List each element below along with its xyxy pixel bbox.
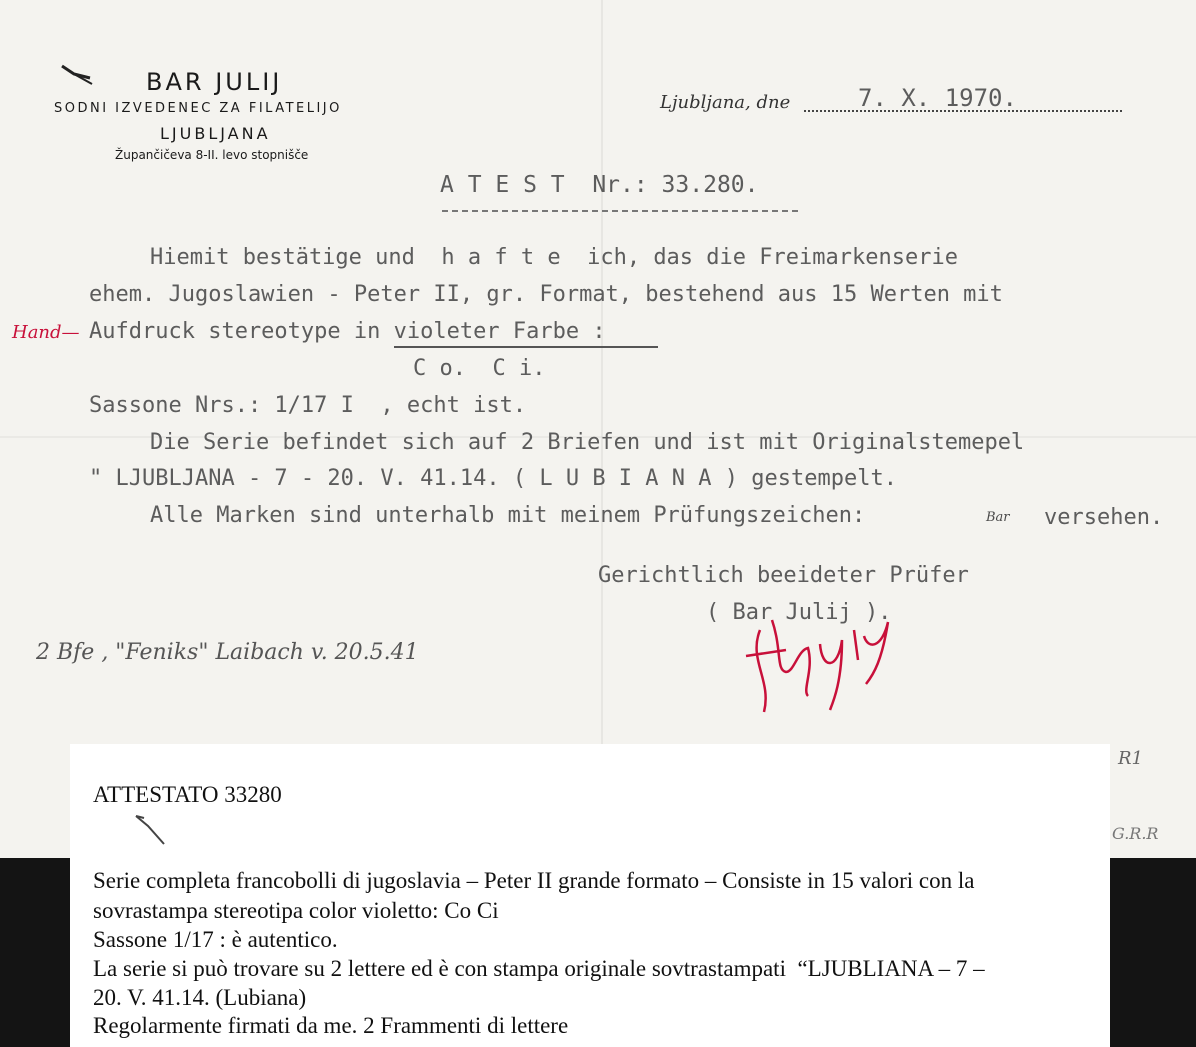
body-line-1: Hiemit bestätige und h a f t e ich, das die Freimarkenserie bbox=[150, 245, 958, 270]
translation-line-6: Regolarmente firmati da me. 2 Frammenti di lettere bbox=[93, 1013, 569, 1038]
body-line-2: ehem. Jugoslawien - Peter II, gr. Format, bestehend aus 15 Werten mit bbox=[89, 282, 1003, 307]
edge-mark-top: R1 bbox=[1118, 748, 1144, 769]
date-prefix: Ljubljana, dne bbox=[660, 92, 791, 113]
body-line-9: versehen. bbox=[1044, 505, 1164, 530]
letterhead-city: LJUBLJANA bbox=[160, 124, 271, 143]
title-underline bbox=[442, 210, 798, 212]
edge-mark-bottom: G.R.R bbox=[1112, 824, 1159, 843]
examiner-title: Gerichtlich beeideter Prüfer bbox=[598, 563, 969, 588]
translation-line-1: Serie completa francobolli di jugoslavia – Peter II grande formato – Consiste in 15 valori con la bbox=[93, 868, 975, 893]
letterhead-address: Župančičeva 8-II. levo stopnišče bbox=[115, 148, 309, 162]
red-signature bbox=[742, 600, 898, 720]
body-line-5: Sassone Nrs.: 1/17 I , echt ist. bbox=[89, 393, 527, 418]
translation-line-3: Sassone 1/17 : è autentico. bbox=[93, 927, 338, 952]
letterhead-name: BAR JULIJ bbox=[146, 68, 283, 96]
tweezers-icon bbox=[134, 812, 168, 846]
body-line-4: C o. C i. bbox=[413, 356, 546, 381]
examiner-mark: Bar bbox=[986, 510, 1010, 525]
body-line-7: " LJUBLJANA - 7 - 20. V. 41.14. ( L U B I A N A ) gestempelt. bbox=[89, 466, 897, 491]
translation-heading: ATTESTATO 33280 bbox=[93, 782, 282, 807]
body-line-8: Alle Marken sind unterhalb mit meinem Prüfungszeichen: bbox=[150, 503, 866, 528]
translation-line-5: 20. V. 41.14. (Lubiana) bbox=[93, 985, 307, 1010]
underline-violet-color bbox=[394, 346, 658, 348]
paper-fold-vertical bbox=[601, 0, 603, 858]
translation-line-2: sovrastampa stereotipa color violetto: Co Ci bbox=[93, 898, 499, 923]
translation-line-4: La serie si può trovare su 2 lettere ed è con stampa originale sovtrastampati “LJUBLIANA – 7 – bbox=[93, 956, 985, 981]
margin-note: Hand— bbox=[12, 322, 80, 343]
attest-title: A T E S T Nr.: 33.280. bbox=[440, 172, 759, 198]
pencil-note: 2 Bfe , "Feniks" Laibach v. 20.5.41 bbox=[36, 640, 419, 665]
body-line-3: Aufdruck stereotype in violeter Farbe : bbox=[89, 319, 606, 344]
tweezers-logo-icon bbox=[60, 62, 96, 88]
body-line-6: Die Serie befindet sich auf 2 Briefen und ist mit Originalstemepel bbox=[150, 430, 1025, 455]
examiner-name: ( Bar Julij ). bbox=[706, 600, 892, 625]
date-value: 7. X. 1970. bbox=[858, 84, 1017, 112]
letterhead-subtitle: SODNI IZVEDENEC ZA FILATELIJO bbox=[54, 101, 342, 116]
